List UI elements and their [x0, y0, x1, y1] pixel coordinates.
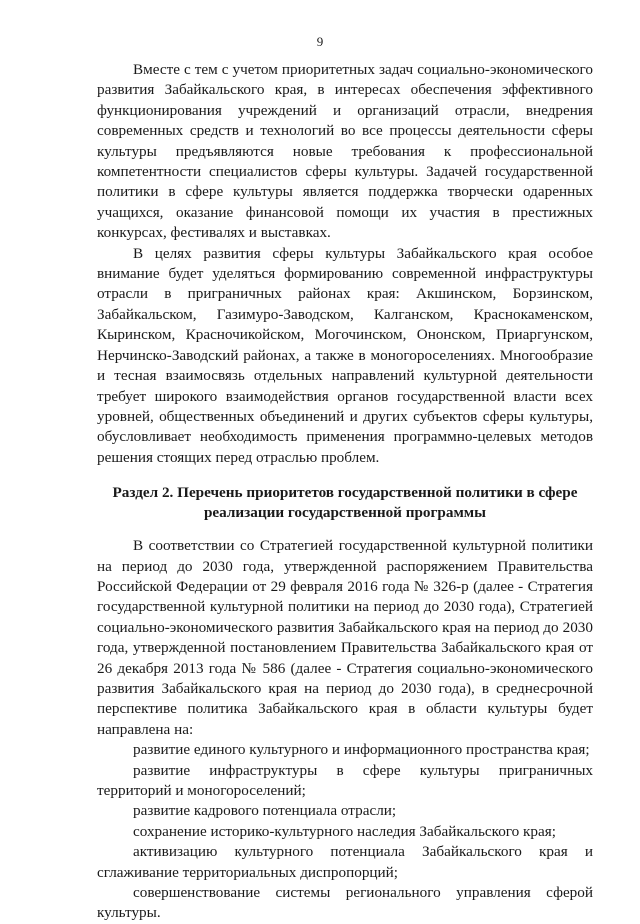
- list-item: активизацию культурного потенциала Забайкальского края и сглаживание территориальных диспропорций;: [97, 843, 593, 881]
- page-number: 9: [316, 34, 324, 49]
- list-item: развитие инфраструктуры в сфере культуры приграничных территорий и моногороселений;: [97, 761, 593, 799]
- list-item: развитие единого культурного и информационного пространства края;: [133, 741, 590, 759]
- document-body: [97, 60, 593, 924]
- section-heading-line: реализации государственной программы: [203, 503, 486, 521]
- section-heading-line: Раздел 2. Перечень приоритетов государственной политики в сфере: [112, 484, 578, 502]
- paragraph: Вместе с тем с учетом приоритетных задач социально-экономического развития Забайкальского края, в интересах обеспечения эффективного функционирования учреждений и организаций отрасли, внедрения современных средств и технологий во все процессы деятельности сферы культуры предъявляются новые требования к профессиональной компетентности специалистов сферы культуры. Задачей государственной политики в сфере культуры является поддержка творчески одаренных учащихся, оказание финансовой помощи их участия в престижных конкурсах, фестивалях и выставках.: [97, 61, 593, 242]
- paragraph: В целях развития сферы культуры Забайкальского края особое внимание будет уделяться формированию современной инфраструктуры отрасли в приграничных районах края: Акшинском, Борзинском, Забайкальском, Газимуро-Заводском, Калганском, Краснокаменском, Кыринском, Красночикойском, Могочинском, Ононском, Приаргунском, Нерчинско-Заводский районах, а также в моногороселениях. Многообразие и тесная взаимосвязь отдельных направлений культурной деятельности требует широкого взаимодействия органов государственной власти всех уровней, общественных объединений и других субъектов сферы культуры, обусловливает необходимость применения программно-целевых методов решения стоящих перед отраслью проблем.: [97, 244, 593, 466]
- lead-paragraph: В соответствии со Стратегией государственной культурной политики на период до 2030 года, утвержденной распоряжением Правительства Российской Федерации от 29 февраля 2016 года № 326-р (далее - Стратегия государственной культурной политики на период до 2030 года), Стратегией социально-экономического развития Забайкальского края на период до 2030 года, утвержденной постановлением Правительства Забайкальского края от 26 декабря 2013 года № 586 (далее - Стратегия социально-экономического развития Забайкальского края на период до 2030 года), в среднесрочной перспективе политика Забайкальского края в области культуры будет направлена на:: [97, 537, 593, 738]
- list-item: развитие кадрового потенциала отрасли;: [133, 802, 397, 820]
- list-item: совершенствование системы регионального управления сферой культуры.: [97, 884, 593, 922]
- list-item: сохранение историко-культурного наследия Забайкальского края;: [133, 822, 556, 840]
- section-heading: [97, 483, 593, 522]
